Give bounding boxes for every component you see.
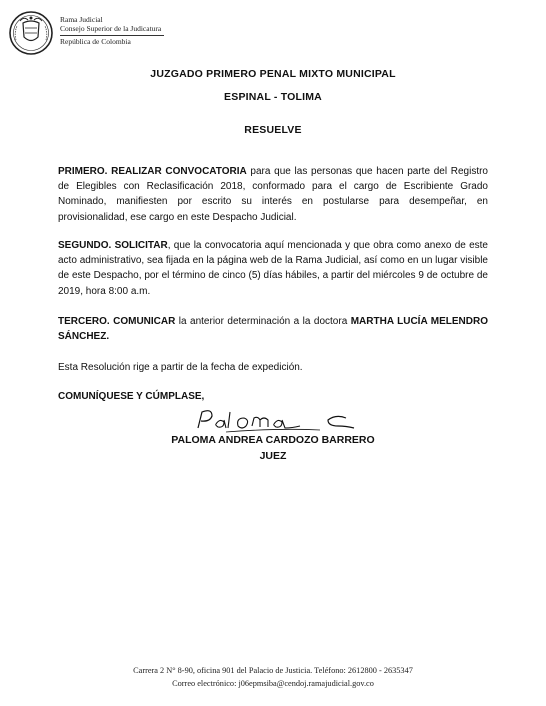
court-location: ESPINAL - TOLIMA <box>224 91 322 103</box>
letterhead-line-3: República de Colombia <box>60 37 131 46</box>
paragraph-primero <box>58 164 488 225</box>
paragraph-tercero <box>58 314 488 344</box>
segundo-text: , que la convocatoria aquí mencionada y que obra como anexo de este acto administrativo, sea fijada en la página web de la Rama Judicial, así como en un lugar visible de este Despacho, por el término de cinco (5) días hábiles, a partir del miércoles 9 de octubre de 2019, hora 8:00 a.m. <box>58 240 488 297</box>
primero-text: para que las personas que hacen parte del Registro de Elegibles con Reclasificación 2018, conformado para el cargo de Escribiente Grado Nominado, manifiesten por escrito su interés en postularse para desempeñar, en provisionalidad, ese cargo en este Despacho Judicial. <box>58 166 488 223</box>
signer-title: JUEZ <box>259 450 287 462</box>
footer-address: Carrera 2 N° 8-90, oficina 901 del Palacio de Justicia. Teléfono: 2612800 - 2635347 <box>133 666 413 675</box>
footer-email: Correo electrónico: j06epmsiba@cendoj.ramajudicial.gov.co <box>172 679 374 688</box>
coat-of-arms-seal-icon <box>8 10 54 56</box>
primero-lead: PRIMERO. REALIZAR CONVOCATORIA <box>58 166 247 177</box>
tercero-text: la anterior determinación a la doctora <box>175 316 351 327</box>
letterhead-line-2: Consejo Superior de la Judicatura <box>60 24 162 33</box>
signer-name: PALOMA ANDREA CARDOZO BARRERO <box>171 434 375 446</box>
closing-text: COMUNÍQUESE Y CÚMPLASE, <box>58 391 205 402</box>
segundo-lead: SEGUNDO. SOLICITAR <box>58 240 168 251</box>
vigencia-text: Esta Resolución rige a partir de la fecha de expedición. <box>58 362 303 373</box>
section-title: RESUELVE <box>244 124 302 136</box>
letterhead-line-1: Rama Judicial <box>60 15 103 24</box>
letterhead <box>60 15 164 46</box>
paragraph-segundo <box>58 238 488 299</box>
court-name: JUZGADO PRIMERO PENAL MIXTO MUNICIPAL <box>150 68 396 80</box>
tercero-name: MARTHA LUCÍA MELENDRO SÁNCHEZ. <box>58 316 488 343</box>
letterhead-rule <box>60 35 164 36</box>
handwritten-signature <box>188 406 363 436</box>
tercero-lead: TERCERO. COMUNICAR <box>58 316 176 327</box>
